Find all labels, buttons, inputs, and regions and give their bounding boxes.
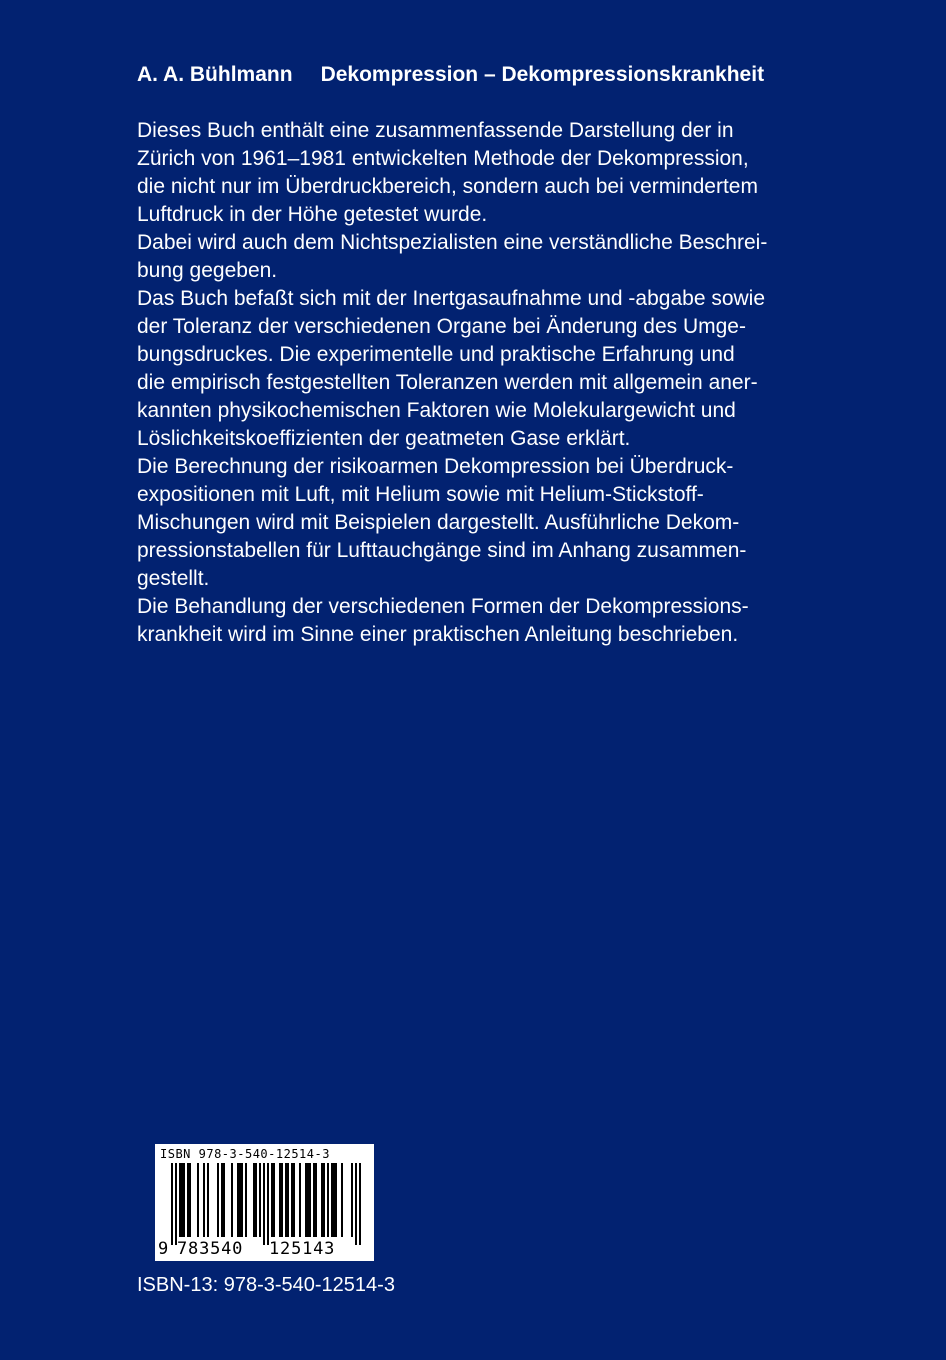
barcode-bar <box>331 1163 333 1237</box>
barcode-bar <box>181 1163 183 1237</box>
barcode-bar <box>307 1163 309 1237</box>
blurb-line: Die Berechnung der risikoarmen Dekompression bei Überdruck- <box>137 455 734 478</box>
blurb-line: kannten physikochemischen Faktoren wie Molekulargewicht und <box>137 399 736 422</box>
barcode-bar <box>299 1163 301 1237</box>
barcode-bar <box>293 1163 295 1237</box>
blurb-line: Löslichkeitskoeffizienten der geatmeten Gase erklärt. <box>137 427 631 450</box>
blurb-line: Das Buch befaßt sich mit der Inertgasaufnahme und -abgabe sowie <box>137 287 766 310</box>
blurb-line: bungsdruckes. Die experimentelle und praktische Erfahrung und <box>137 343 735 366</box>
blurb-line: Mischungen wird mit Beispielen dargestellt. Ausführliche Dekom- <box>137 511 740 534</box>
barcode-bar <box>285 1163 287 1237</box>
barcode-bar <box>315 1163 317 1237</box>
barcode-bar <box>175 1163 177 1245</box>
barcode-bar <box>255 1163 257 1237</box>
barcode-bar <box>223 1163 225 1237</box>
barcode-bar <box>291 1163 293 1237</box>
blurb-line: expositionen mit Luft, mit Helium sowie mit Helium-Stickstoff- <box>137 483 704 506</box>
barcode-isbn-label: ISBN 978-3-540-12514-3 <box>160 1147 330 1161</box>
barcode-bar <box>279 1163 281 1237</box>
blurb-line: Dieses Buch enthält eine zusammenfassende Darstellung der in <box>137 119 734 142</box>
barcode-bar <box>239 1163 241 1237</box>
barcode-bar <box>171 1163 173 1245</box>
barcode-bar <box>221 1163 223 1237</box>
blurb-line: bung gegeben. <box>137 259 278 282</box>
author-name: A. A. Bühlmann <box>137 63 293 86</box>
barcode-bar <box>355 1163 357 1245</box>
barcode-bar <box>237 1163 239 1237</box>
barcode-bar <box>273 1163 275 1237</box>
isbn-13: ISBN-13: 978-3-540-12514-3 <box>137 1274 395 1296</box>
barcode-bar <box>271 1163 273 1237</box>
barcode-bar <box>207 1163 209 1237</box>
blurb-line: Die Behandlung der verschiedenen Formen der Dekompressions- <box>137 595 749 618</box>
barcode-bar <box>305 1163 307 1237</box>
barcode-bar <box>245 1163 247 1237</box>
barcode-bar <box>313 1163 315 1237</box>
barcode-bar <box>259 1163 261 1237</box>
blurb-line: die empirisch festgestellten Toleranzen werden mit allgemein aner- <box>137 371 758 394</box>
barcode-bar <box>179 1163 181 1237</box>
barcode-bar <box>333 1163 335 1237</box>
blurb-line: Zürich von 1961–1981 entwickelten Methode der Dekompression, <box>137 147 749 170</box>
barcode-bar <box>309 1163 311 1237</box>
barcode-bar <box>203 1163 205 1237</box>
barcode-bar <box>287 1163 289 1237</box>
barcode-right-digits: 125143 <box>269 1239 336 1259</box>
book-header <box>137 62 764 88</box>
barcode-bar <box>351 1163 353 1237</box>
blurb-line: pressionstabellen für Lufttauchgänge sind im Anhang zusammen- <box>137 539 747 562</box>
barcode-bar <box>183 1163 185 1237</box>
blurb-line: der Toleranz der verschiedenen Organe bei Änderung des Umge- <box>137 315 746 338</box>
barcode-bar <box>263 1163 265 1245</box>
barcode-bar <box>335 1163 337 1237</box>
barcode-bar <box>323 1163 325 1237</box>
barcode-bar <box>241 1163 243 1237</box>
barcode-bar <box>341 1163 343 1237</box>
barcode-bar <box>189 1163 191 1237</box>
blurb-line: Dabei wird auch dem Nichtspezialisten eine verständliche Beschrei- <box>137 231 768 254</box>
blurb-text <box>137 117 837 649</box>
blurb-line: Luftdruck in der Höhe getestet wurde. <box>137 203 488 226</box>
barcode-bar <box>217 1163 219 1237</box>
barcode-bar <box>327 1163 329 1237</box>
barcode <box>155 1144 374 1261</box>
book-title: Dekompression – Dekompressionskrankheit <box>320 63 765 86</box>
barcode-left-digits: 783540 <box>177 1239 244 1259</box>
blurb-line: krankheit wird im Sinne einer praktischen Anleitung beschrieben. <box>137 623 739 646</box>
barcode-bar <box>231 1163 233 1237</box>
blurb-line: gestellt. <box>137 567 210 590</box>
barcode-bar <box>267 1163 269 1245</box>
barcode-bar <box>281 1163 283 1237</box>
barcode-first-digit: 9 <box>158 1239 169 1259</box>
barcode-bar <box>359 1163 361 1245</box>
barcode-bar <box>187 1163 189 1237</box>
barcode-bar <box>321 1163 323 1237</box>
blurb-line: die nicht nur im Überdruckbereich, sondern auch bei vermindertem <box>137 175 758 198</box>
barcode-bar <box>197 1163 199 1237</box>
barcode-bar <box>253 1163 255 1237</box>
